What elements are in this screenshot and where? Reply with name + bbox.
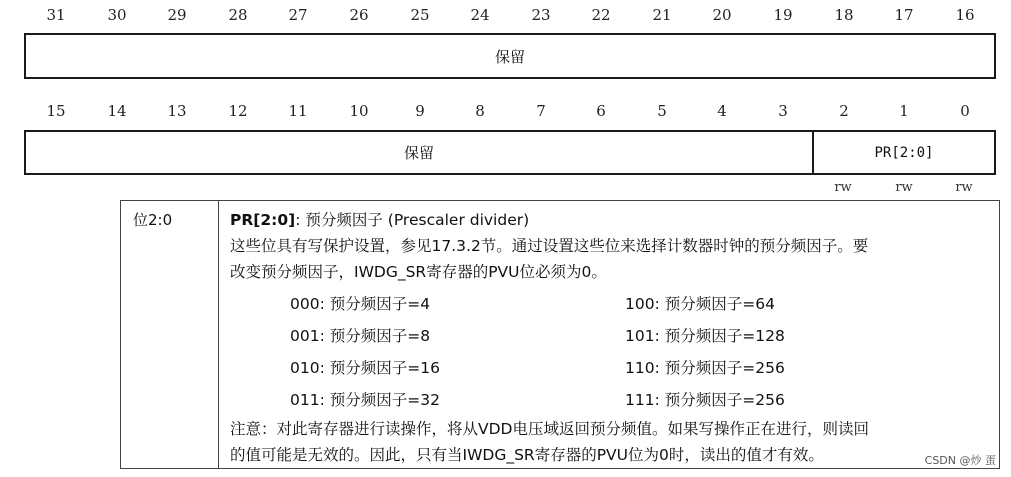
- lower-bit-numbers: [25, 102, 995, 124]
- field-description-table: [120, 200, 1000, 469]
- reserved-label: 保留: [494, 47, 525, 66]
- bit-number: 7: [536, 102, 546, 120]
- prescaler-option: 011: 预分频因子=32: [290, 391, 440, 409]
- bit-number: 3: [778, 102, 788, 120]
- bit-number: 16: [955, 6, 975, 24]
- bit-number: 18: [834, 6, 854, 24]
- prescaler-option: 001: 预分频因子=8: [290, 327, 431, 345]
- bit-number: 30: [107, 6, 127, 24]
- prescaler-option: 110: 预分频因子=256: [625, 359, 785, 377]
- access-type: rw: [834, 180, 852, 195]
- access-type: rw: [895, 180, 913, 195]
- bit-number: 17: [894, 6, 914, 24]
- note-line: 的值可能是无效的。因此，只有当IWDG_SR寄存器的PVU位为0时，读出的值才有效。: [230, 446, 824, 464]
- description-line: 改变预分频因子，IWDG_SR寄存器的PVU位必须为0。: [230, 263, 607, 281]
- bit-number: 29: [167, 6, 187, 24]
- bit-number: 1: [899, 102, 909, 120]
- field-title-text: : 预分频因子 (Prescaler divider): [295, 211, 530, 229]
- bit-number: 12: [228, 102, 248, 120]
- bit-number: 13: [167, 102, 187, 120]
- bit-number: 11: [288, 102, 308, 120]
- prescaler-option: 111: 预分频因子=256: [625, 391, 785, 409]
- bit-number: 27: [288, 6, 308, 24]
- register-lower-row: [24, 130, 996, 175]
- bit-number: 15: [46, 102, 66, 120]
- field-title: [230, 207, 989, 233]
- bit-number: 10: [349, 102, 369, 120]
- upper-bit-numbers: [25, 6, 995, 28]
- bit-number: 5: [657, 102, 667, 120]
- bit-number: 25: [410, 6, 430, 24]
- bit-number: 4: [717, 102, 727, 120]
- pr-field: [814, 132, 994, 173]
- description-content: [219, 201, 999, 468]
- description-line: 这些位具有写保护设置，参见17.3.2节。通过设置这些位来选择计数器时钟的预分频因子。要: [230, 237, 869, 255]
- bit-number: 26: [349, 6, 369, 24]
- reserved-label: 保留: [403, 144, 434, 162]
- bit-number: 20: [712, 6, 732, 24]
- reserved-field-upper: [26, 35, 994, 77]
- bit-number: 14: [107, 102, 127, 120]
- bit-number: 22: [591, 6, 611, 24]
- note-line: 注意：对此寄存器进行读操作，将从VDD电压域返回预分频值。如果写操作正在进行，则读回: [230, 420, 869, 438]
- prescaler-option: 000: 预分频因子=4: [290, 295, 431, 313]
- bit-number: 21: [652, 6, 672, 24]
- bit-number: 9: [415, 102, 425, 120]
- bits-label: 位2:0: [133, 211, 173, 229]
- bit-number: 8: [475, 102, 485, 120]
- access-type-row: [813, 180, 995, 196]
- bit-number: 2: [839, 102, 849, 120]
- watermark: CSDN @炒 蛋: [924, 454, 996, 467]
- prescaler-option: 101: 预分频因子=128: [625, 327, 785, 345]
- bit-number: 0: [960, 102, 970, 120]
- bit-number: 19: [773, 6, 793, 24]
- reserved-field-lower: [26, 132, 814, 173]
- bit-number: 24: [470, 6, 490, 24]
- bit-number: 31: [46, 6, 66, 24]
- pr-field-label: PR[2:0]: [874, 144, 934, 161]
- prescaler-option: 010: 预分频因子=16: [290, 359, 440, 377]
- field-name: PR[2:0]: [230, 211, 296, 229]
- bit-number: 6: [596, 102, 606, 120]
- bit-number: 28: [228, 6, 248, 24]
- bit-number: 23: [531, 6, 551, 24]
- access-type: rw: [955, 180, 973, 195]
- prescaler-option: 100: 预分频因子=64: [625, 295, 775, 313]
- note: [230, 416, 995, 468]
- register-upper-row: [24, 33, 996, 79]
- bits-column: [121, 201, 219, 468]
